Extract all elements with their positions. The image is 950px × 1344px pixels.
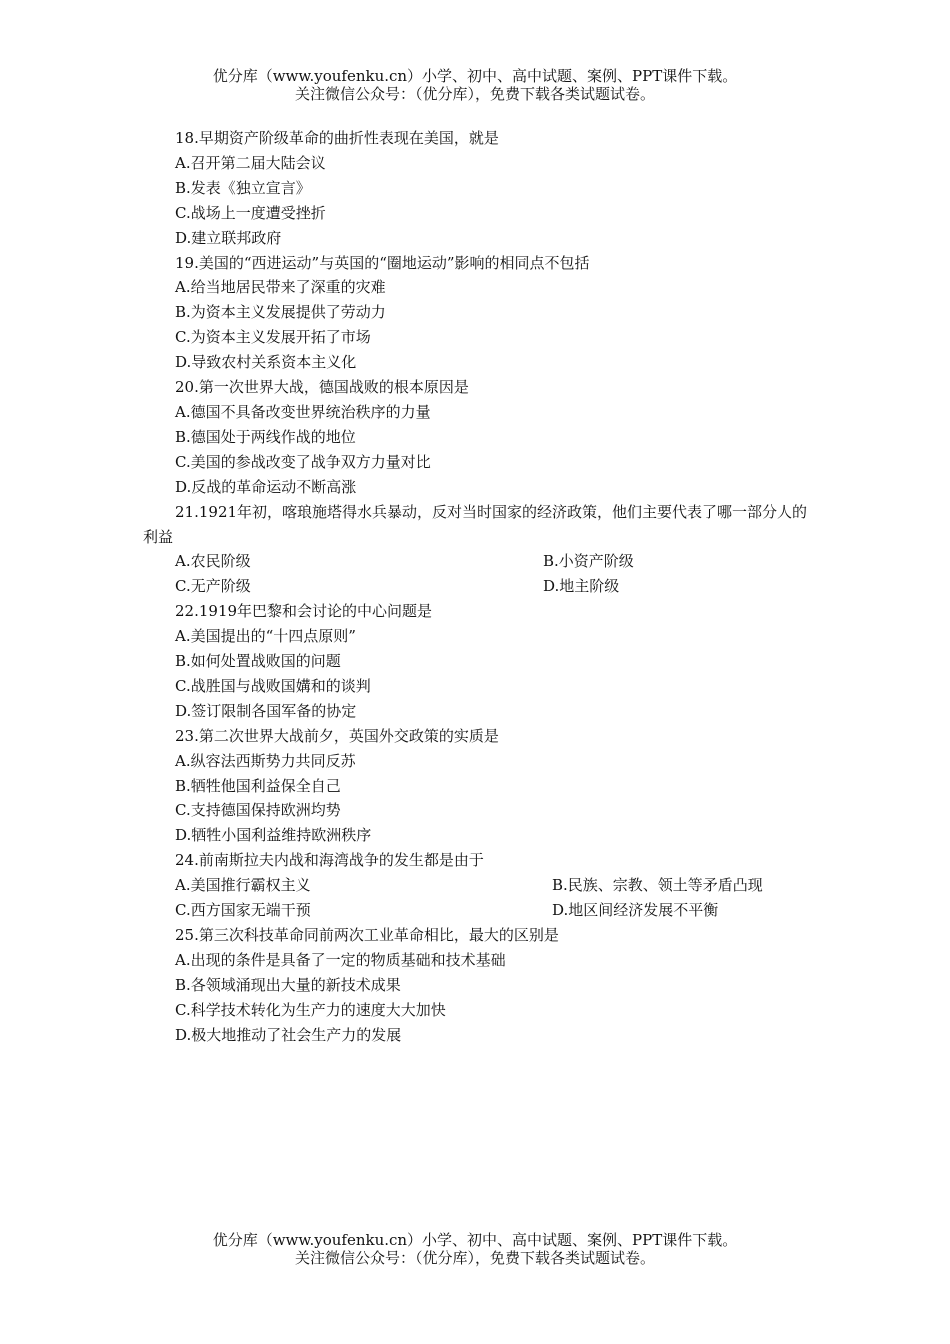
page-footer <box>0 1231 950 1267</box>
question-21-options-row-2 <box>143 574 813 599</box>
question-19-option-c: C.为资本主义发展开拓了市场 <box>175 328 371 347</box>
question-24-option-a: A.美国推行霸权主义 <box>175 876 311 895</box>
question-25-option-a: A.出现的条件是具备了一定的物质基础和技术基础 <box>175 950 506 969</box>
question-21-option-a: A.农民阶级 <box>175 552 251 571</box>
question-22-option-c: C.战胜国与战败国媾和的谈判 <box>175 676 371 695</box>
question-22-option-a: A.美国提出的“十四点原则” <box>175 627 356 646</box>
question-18-stem: 18.早期资产阶级革命的曲折性表现在美国，就是 <box>175 129 499 147</box>
question-19-option-a: A.给当地居民带来了深重的灾难 <box>175 278 386 297</box>
question-21-options-row-1 <box>143 549 813 574</box>
question-24-option-c: C.西方国家无端干预 <box>175 901 311 920</box>
question-18-option-a: A.召开第二届大陆会议 <box>175 153 326 172</box>
question-20-option-b: B.德国处于两线作战的地位 <box>175 427 356 446</box>
question-22-option-b: B.如何处置战败国的问题 <box>175 652 341 671</box>
question-23-option-d: D.牺牲小国利益维持欧洲秩序 <box>175 826 372 845</box>
question-21-stem: 21.1921年初，喀琅施塔得水兵暴动，反对当时国家的经济政策，他们主要代表了哪一部分人的利益 <box>143 502 808 546</box>
question-19-option-d: D.导致农村关系资本主义化 <box>175 353 357 372</box>
question-18-option-d: D.建立联邦政府 <box>175 228 282 247</box>
question-25-option-c: C.科学技术转化为生产力的速度大大加快 <box>175 1000 446 1019</box>
question-25-option-b: B.各领域涌现出大量的新技术成果 <box>175 975 401 994</box>
question-19-option-b: B.为资本主义发展提供了劳动力 <box>175 303 386 322</box>
question-20-stem: 20.第一次世界大战，德国战败的根本原因是 <box>175 378 469 397</box>
question-18-option-c: C.战场上一度遭受挫折 <box>175 203 326 222</box>
question-22-option-d: D.签订限制各国军备的协定 <box>175 701 357 720</box>
question-20-option-d: D.反战的革命运动不断高涨 <box>175 477 357 496</box>
footer-line-1: 优分库（www.youfenku.cn）小学、初中、高中试题、案例、PPT课件下载。 <box>212 1231 738 1249</box>
question-18-option-b: B.发表《独立宣言》 <box>175 178 311 197</box>
question-19-stem: 19.美国的“西进运动”与英国的“圈地运动”影响的相同点不包括 <box>175 253 590 272</box>
footer-line-2: 关注微信公众号：（优分库），免费下载各类试题试卷。 <box>294 1249 655 1267</box>
question-24-stem: 24.前南斯拉夫内战和海湾战争的发生都是由于 <box>175 851 484 870</box>
question-24-options-row-2 <box>143 898 813 923</box>
question-20-option-a: A.德国不具备改变世界统治秩序的力量 <box>175 402 431 421</box>
question-23-option-c: C.支持德国保持欧洲均势 <box>175 801 341 820</box>
question-list <box>143 126 813 1048</box>
header-line-2: 关注微信公众号：（优分库），免费下载各类试题试卷。 <box>294 85 655 103</box>
question-21-option-d: D.地主阶级 <box>543 577 620 596</box>
question-25-stem: 25.第三次科技革命同前两次工业革命相比，最大的区别是 <box>175 926 559 944</box>
question-24-options-row-1 <box>143 873 813 898</box>
question-21-option-b: B.小资产阶级 <box>543 552 634 571</box>
question-22-stem: 22.1919年巴黎和会讨论的中心问题是 <box>175 602 433 621</box>
header-line-1: 优分库（www.youfenku.cn）小学、初中、高中试题、案例、PPT课件下载。 <box>212 67 738 85</box>
page-header <box>0 67 950 103</box>
question-24-option-d: D.地区间经济发展不平衡 <box>552 901 719 920</box>
question-21-option-c: C.无产阶级 <box>175 577 251 596</box>
question-23-stem: 23.第二次世界大战前夕，英国外交政策的实质是 <box>175 726 499 745</box>
question-25-option-d: D.极大地推动了社会生产力的发展 <box>175 1025 402 1044</box>
question-24-option-b: B.民族、宗教、领土等矛盾凸现 <box>552 876 763 895</box>
question-23-option-b: B.牺牲他国利益保全自己 <box>175 776 341 795</box>
question-20-option-c: C.美国的参战改变了战争双方力量对比 <box>175 452 431 471</box>
question-23-option-a: A.纵容法西斯势力共同反苏 <box>175 751 356 770</box>
